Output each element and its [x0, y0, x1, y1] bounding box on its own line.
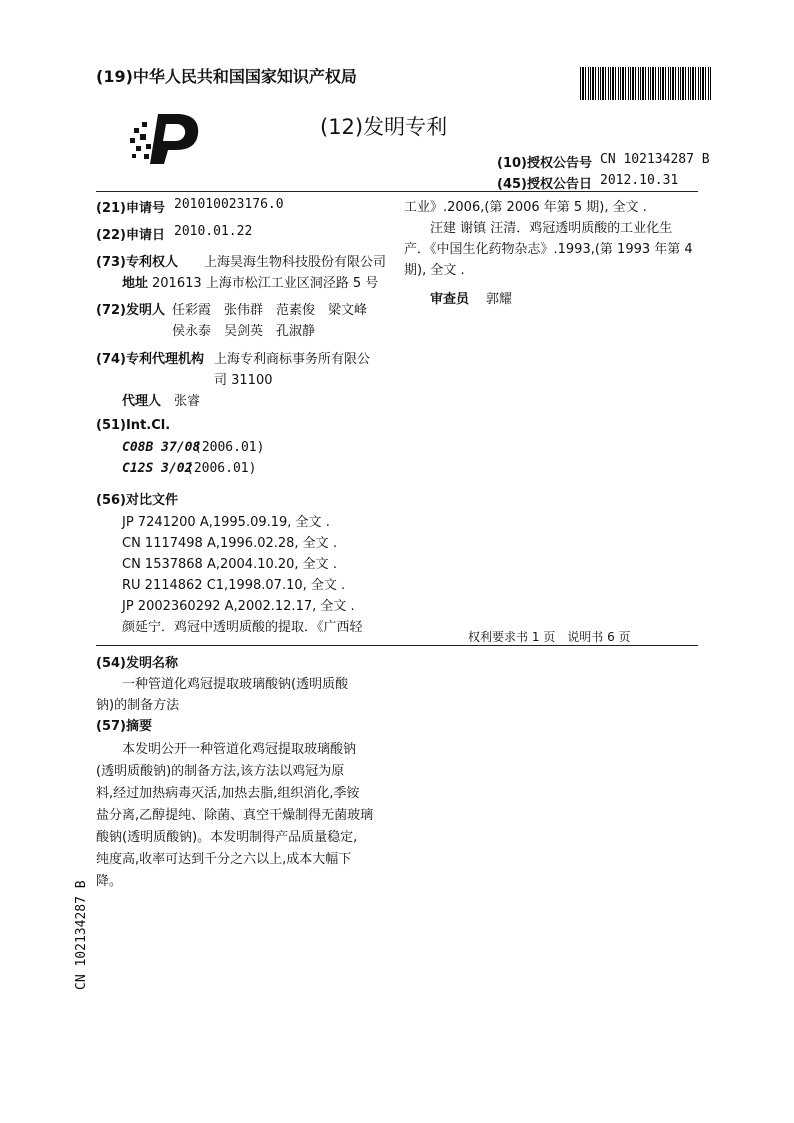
abstract-line: 纯度高,收率可达到千分之六以上,成本大幅下: [96, 852, 352, 867]
intcl-1-code: C08B 37/08: [122, 440, 201, 455]
reference-continued: 产．《中国生化药物杂志》.1993,(第 1993 年第 4: [404, 242, 693, 257]
reference-continued: 工业》.2006,(第 2006 年第 5 期), 全文 .: [404, 200, 647, 215]
abstract-line: (透明质酸钠)的制备方法,该方法以鸡冠为原: [96, 764, 345, 779]
page-counts: 权利要求书 1 页 说明书 6 页: [468, 630, 631, 644]
reference-item: JP 2002360292 A,2002.12.17, 全文 .: [122, 599, 355, 614]
app-date: 2010.01.22: [174, 224, 253, 239]
examiner-label: 审查员: [430, 292, 470, 307]
agency-label: (74)专利代理机构: [96, 352, 204, 367]
invention-title-line1: 一种管道化鸡冠提取玻璃酸钠(透明质酸: [122, 677, 349, 692]
address-label: 地址: [122, 276, 149, 291]
reference-item: CN 1537868 A,2004.10.20, 全文 .: [122, 557, 337, 572]
reference-item: CN 1117498 A,1996.02.28, 全文 .: [122, 536, 337, 551]
examiner: 郭耀: [486, 292, 513, 307]
grant-date-label: (45)授权公告日: [497, 177, 592, 192]
intcl-1-version: (2006.01): [194, 440, 265, 455]
invention-title-line2: 钠)的制备方法: [96, 698, 180, 713]
inventors-line2: 侯永泰 吴剑英 孔淑静: [172, 324, 316, 339]
office-logo-icon: [128, 110, 204, 168]
abstract-line: 盐分离,乙醇提纯、除菌、真空干燥制得无菌玻璃: [96, 808, 374, 823]
reference-item: RU 2114862 C1,1998.07.10, 全文 .: [122, 578, 346, 593]
section-divider: [96, 645, 698, 646]
doc-type: (12)发明专利: [320, 115, 448, 139]
abstract-line: 本发明公开一种管道化鸡冠提取玻璃酸钠: [96, 742, 357, 757]
side-patent-number: CN 102134287 B: [74, 880, 89, 990]
abstract-label: (57)摘要: [96, 719, 152, 734]
intcl-2-version: (2006.01): [186, 461, 257, 476]
app-no-label: (21)申请号: [96, 201, 165, 216]
agency-line1: 上海专利商标事务所有限公: [214, 352, 371, 367]
grant-no: CN 102134287 B: [600, 152, 710, 167]
office-name: (19)中华人民共和国国家知识产权局: [96, 67, 357, 86]
agent-label: 代理人: [122, 394, 162, 409]
header-divider: [96, 191, 698, 192]
reference-item: 颜延宁．鸡冠中透明质酸的提取．《广西轻: [122, 620, 363, 635]
agency-line2: 司 31100: [214, 373, 273, 388]
app-date-label: (22)申请日: [96, 228, 165, 243]
barcode: [580, 67, 712, 100]
inventors-label: (72)发明人: [96, 303, 165, 318]
intcl-label: (51)Int.Cl.: [96, 418, 171, 433]
patentee-label: (73)专利权人: [96, 255, 178, 270]
patentee: 上海昊海生物科技股份有限公司: [204, 255, 387, 270]
intcl-2-code: C12S 3/02: [122, 461, 193, 476]
address: 201613 上海市松江工业区洞泾路 5 号: [152, 276, 379, 291]
abstract-line: 降。: [96, 874, 123, 889]
grant-no-label: (10)授权公告号: [497, 156, 592, 171]
grant-date: 2012.10.31: [600, 173, 679, 188]
reference-continued: 汪建 谢镇 汪清．鸡冠透明质酸的工业化生: [404, 221, 673, 236]
reference-item: JP 7241200 A,1995.09.19, 全文 .: [122, 515, 330, 530]
agent: 张睿: [174, 394, 201, 409]
app-no: 201010023176.0: [174, 197, 284, 212]
reference-continued: 期), 全文 .: [404, 263, 465, 278]
title-label: (54)发明名称: [96, 656, 178, 671]
abstract-line: 料,经过加热病毒灭活,加热去脂,组织消化,季铵: [96, 786, 360, 801]
inventors-line1: 任彩霞 张伟群 范素俊 梁文峰: [172, 303, 368, 318]
refs-label: (56)对比文件: [96, 493, 178, 508]
abstract-line: 酸钠(透明质酸钠)。本发明制得产品质量稳定,: [96, 830, 358, 845]
